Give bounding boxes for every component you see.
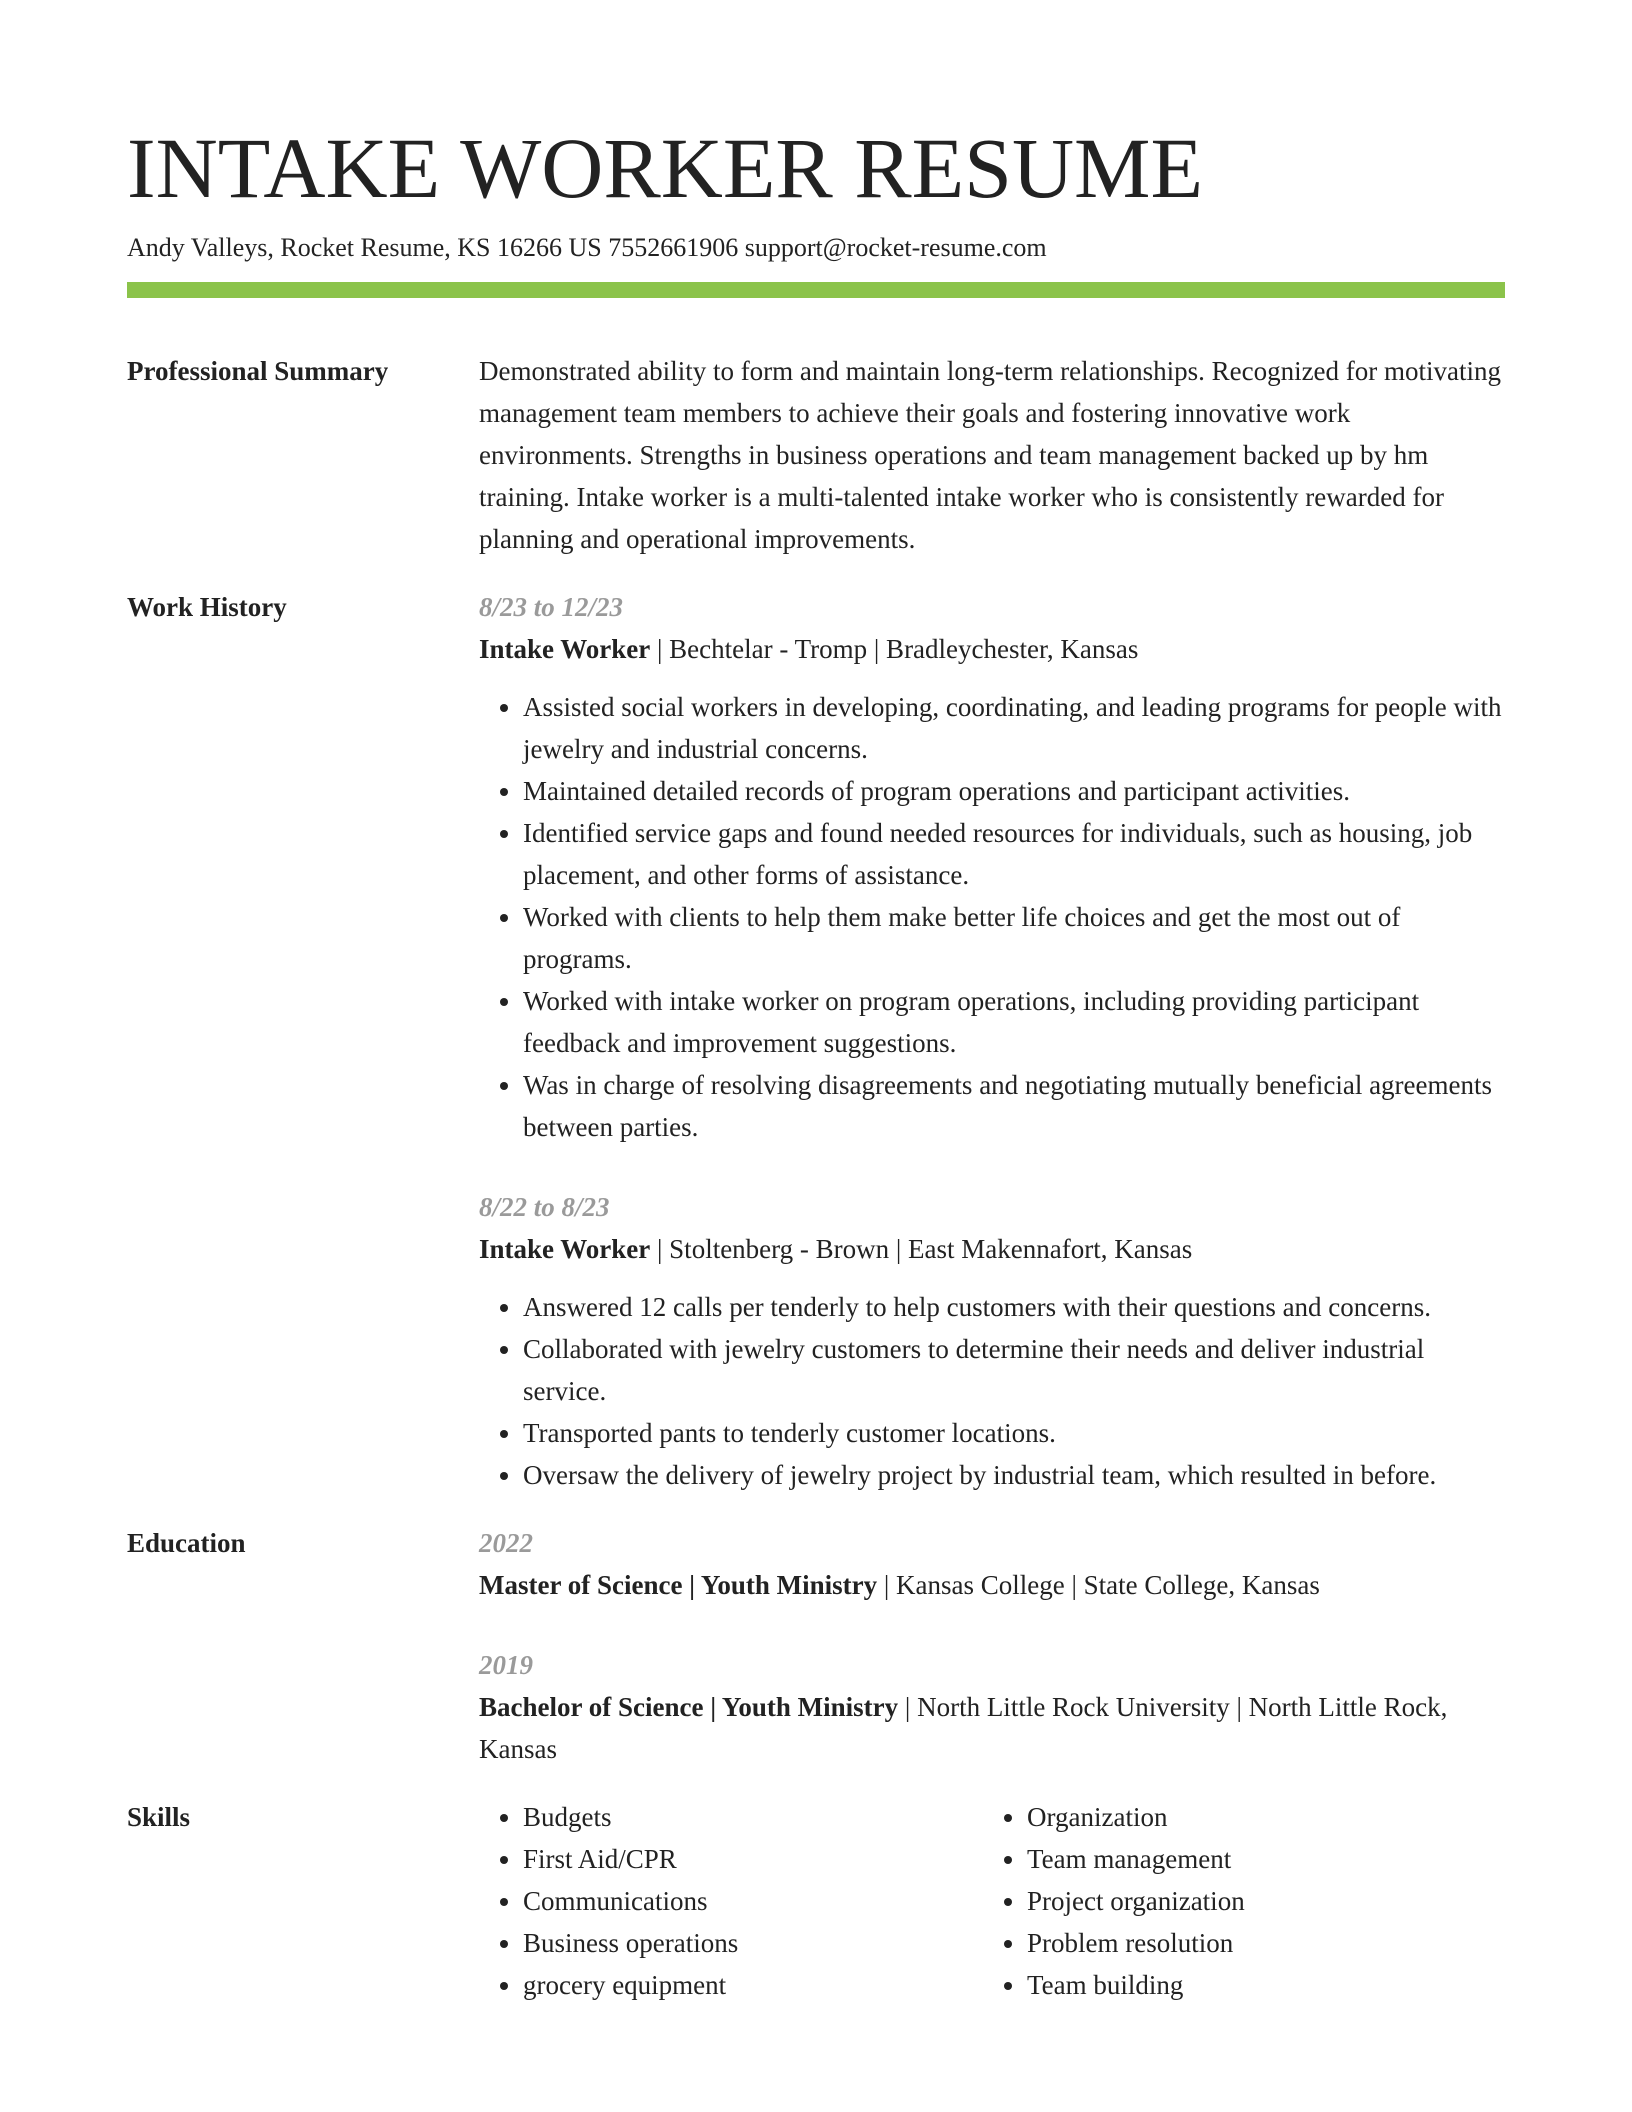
job-bullet: • Transported pants to tenderly customer locations. bbox=[523, 1412, 1505, 1454]
job-role-line bbox=[479, 628, 1505, 670]
job-bullet: • Oversaw the delivery of jewelry project by industrial team, which resulted in before. bbox=[523, 1454, 1505, 1496]
education-label: Education bbox=[127, 1528, 246, 1558]
job-details: | Stoltenberg - Brown | East Makennafort, Kansas bbox=[650, 1234, 1193, 1264]
job-bullet: • Identified service gaps and found needed resources for individuals, such as housing, job placement, and other forms of assistance. bbox=[523, 812, 1505, 896]
summary-section bbox=[127, 350, 1505, 560]
job-bullet: • Maintained detailed records of program operations and participant activities. bbox=[523, 770, 1505, 812]
job-entry bbox=[479, 586, 1505, 1148]
education-year: 2022 bbox=[479, 1528, 533, 1558]
job-bullet: • Collaborated with jewelry customers to determine their needs and deliver industrial service. bbox=[523, 1328, 1505, 1412]
summary-label: Professional Summary bbox=[127, 356, 389, 386]
education-year: 2019 bbox=[479, 1650, 533, 1680]
education-details: | Kansas College | State College, Kansas bbox=[877, 1570, 1320, 1600]
education-details: | North Little Rock University | North Little Rock, Kansas bbox=[479, 1692, 1448, 1764]
education-entry bbox=[479, 1644, 1505, 1770]
job-title: Intake Worker bbox=[479, 1234, 651, 1264]
summary-body bbox=[479, 350, 1505, 560]
job-role-line bbox=[479, 1228, 1505, 1270]
skill-item: • Communications bbox=[523, 1880, 983, 1922]
skills-label: Skills bbox=[127, 1802, 191, 1832]
skills-list-right bbox=[983, 1796, 1487, 2006]
job-bullet: • Assisted social workers in developing, coordinating, and leading programs for people with jewelry and industrial concerns. bbox=[523, 686, 1505, 770]
skills-list-left bbox=[479, 1796, 983, 2006]
job-details: | Bechtelar - Tromp | Bradleychester, Kansas bbox=[650, 634, 1139, 664]
education-body bbox=[479, 1522, 1505, 1770]
job-dates: 8/22 to 8/23 bbox=[479, 1192, 610, 1222]
resume-title: INTAKE WORKER RESUME bbox=[127, 120, 1204, 216]
skill-item: • Business operations bbox=[523, 1922, 983, 1964]
skills-body bbox=[479, 1796, 1505, 2006]
skills-section bbox=[127, 1796, 1505, 2006]
job-entry bbox=[479, 1186, 1505, 1496]
work-history-body bbox=[479, 586, 1505, 1496]
skill-item: • First Aid/CPR bbox=[523, 1838, 983, 1880]
job-bullet: • Worked with clients to help them make better life choices and get the most out of programs. bbox=[523, 896, 1505, 980]
job-bullet: • Was in charge of resolving disagreements and negotiating mutually beneficial agreements between parties. bbox=[523, 1064, 1505, 1148]
skills-grid bbox=[479, 1796, 1505, 2006]
skill-item: • Budgets bbox=[523, 1796, 983, 1838]
skill-item: • Team building bbox=[1027, 1964, 1487, 2006]
job-bullets bbox=[479, 686, 1505, 1148]
education-line bbox=[479, 1686, 1505, 1770]
work-history-section bbox=[127, 586, 1505, 1496]
education-section bbox=[127, 1522, 1505, 1770]
job-bullets bbox=[479, 1286, 1505, 1496]
skill-item: • Team management bbox=[1027, 1838, 1487, 1880]
job-dates: 8/23 to 12/23 bbox=[479, 592, 624, 622]
summary-text: Demonstrated ability to form and maintain long-term relationships. Recognized for motivating management team members to achieve their goals and fostering innovative work environments. Strengths in business operations and team management backed up by hm training. Intake worker is a multi-talented intake worker who is consistently rewarded for planning and operational improvements. bbox=[479, 356, 1502, 554]
accent-divider bbox=[127, 282, 1505, 298]
contact-line: Andy Valleys, Rocket Resume, KS 16266 US 7552661906 support@rocket-resume.com bbox=[127, 233, 1047, 262]
job-bullet: • Worked with intake worker on program operations, including providing participant feedback and improvement suggestions. bbox=[523, 980, 1505, 1064]
degree-title: Bachelor of Science | Youth Ministry bbox=[479, 1692, 899, 1722]
resume-page bbox=[127, 118, 1505, 2006]
job-title: Intake Worker bbox=[479, 634, 651, 664]
work-history-label: Work History bbox=[127, 592, 287, 622]
skill-item: • Project organization bbox=[1027, 1880, 1487, 1922]
skill-item: • Organization bbox=[1027, 1796, 1487, 1838]
job-bullet: • Answered 12 calls per tenderly to help customers with their questions and concerns. bbox=[523, 1286, 1505, 1328]
skill-item: • Problem resolution bbox=[1027, 1922, 1487, 1964]
degree-title: Master of Science | Youth Ministry bbox=[479, 1570, 878, 1600]
education-line bbox=[479, 1564, 1505, 1606]
skill-item: • grocery equipment bbox=[523, 1964, 983, 2006]
education-entry bbox=[479, 1522, 1505, 1606]
